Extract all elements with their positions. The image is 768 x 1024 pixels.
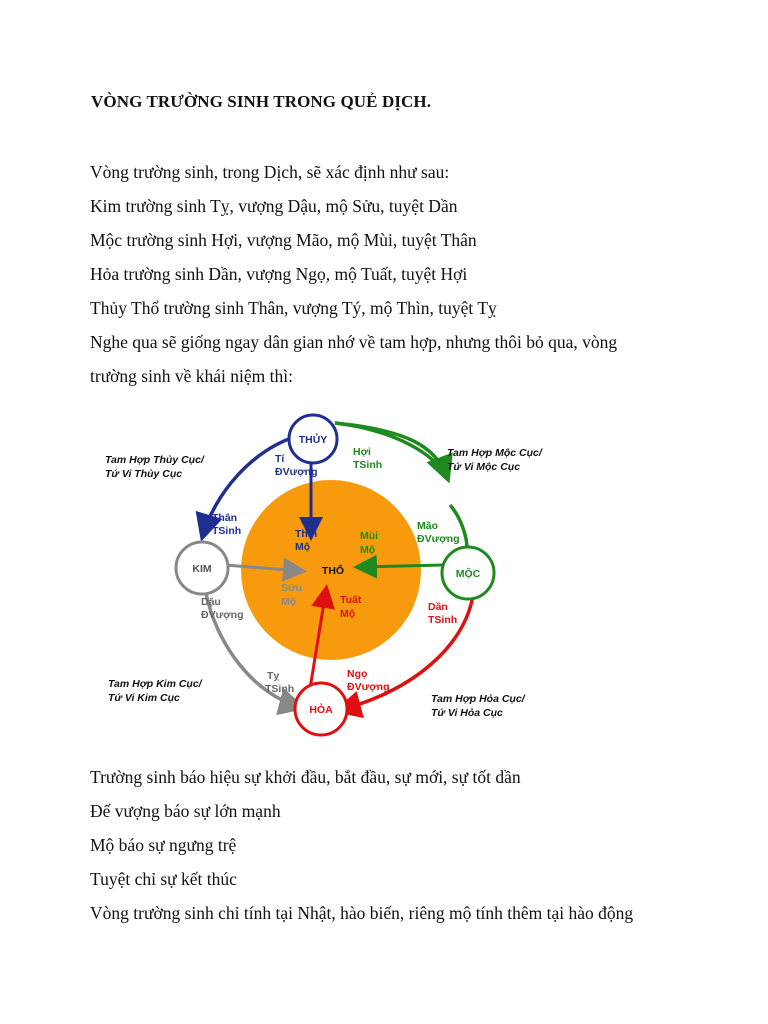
arc-moc-down <box>335 423 447 477</box>
text-line: Mộ báo sự ngưng trệ <box>90 835 237 855</box>
label-suu-2: Mộ <box>281 596 297 608</box>
text-line: trường sinh về khái niệm thì: <box>90 366 293 386</box>
outro-paragraph <box>90 760 690 930</box>
label-ngo-2: ĐVượng <box>347 681 390 693</box>
label-tuat-2: Mộ <box>340 608 356 620</box>
label-ty-2: TSinh <box>265 683 295 695</box>
label-than-2: TSinh <box>212 525 242 537</box>
text-line: Trường sinh báo hiệu sự khởi đầu, bắt đầu, sự mới, sự tốt dần <box>90 767 521 787</box>
text-line: Tuyệt chỉ sự kết thúc <box>90 869 237 889</box>
label-mui-2: Mộ <box>360 544 376 556</box>
text-line: Vòng trường sinh, trong Dịch, sẽ xác định như sau: <box>90 162 450 182</box>
label-suu: Sửu <box>281 582 303 594</box>
group-kim-2: Tứ Vi Kim Cục <box>108 692 180 704</box>
truong-sinh-diagram <box>95 405 542 745</box>
label-hoi-2: TSinh <box>353 459 383 471</box>
text-line: Đế vượng báo sự lớn mạnh <box>90 801 281 821</box>
document-title: VÒNG TRƯỜNG SINH TRONG QUẺ DỊCH. <box>91 92 432 111</box>
label-than: Thân <box>212 512 238 524</box>
group-moc-2: Tứ Vi Mộc Cục <box>447 461 521 473</box>
group-moc: Tam Hợp Mộc Cục/ <box>447 447 542 459</box>
node-hoa-label: HỎA <box>309 704 333 716</box>
center-label: THỔ <box>321 565 345 577</box>
label-ti-2: ĐVượng <box>275 466 318 478</box>
node-kim-label: KIM <box>192 563 212 575</box>
node-thuy-label: THỦY <box>298 434 328 446</box>
group-hoa-2: Tứ Vi Hỏa Cục <box>431 707 503 719</box>
label-hoi: Hợi <box>353 446 371 458</box>
label-ngo: Ngọ <box>347 668 368 680</box>
label-thin-2: Mộ <box>295 541 311 553</box>
label-mao-2: ĐVượng <box>417 533 460 545</box>
label-mao: Mão <box>417 520 438 532</box>
arrow-moc-in <box>359 565 443 567</box>
label-ti: Tí <box>275 453 285 465</box>
intro-paragraph <box>90 155 690 393</box>
label-mui: Mùi <box>360 530 379 542</box>
label-thin: Thìn <box>295 528 318 540</box>
text-line: Thủy Thổ trường sinh Thân, vượng Tý, mộ Thìn, tuyệt Tỵ <box>90 298 497 318</box>
group-thuy: Tam Hợp Thủy Cục/ <box>105 454 204 466</box>
text-line: Vòng trường sinh chỉ tính tại Nhật, hào biến, riêng mộ tính thêm tại hào động <box>90 903 634 923</box>
group-kim: Tam Hợp Kim Cục/ <box>108 678 202 690</box>
label-dan: Dần <box>428 601 448 613</box>
text-line: Nghe qua sẽ giống ngay dân gian nhớ về tam hợp, nhưng thôi bỏ qua, vòng <box>90 332 618 352</box>
node-moc-label: MỘC <box>455 568 481 580</box>
text-line: Mộc trường sinh Hợi, vượng Mão, mộ Mùi, tuyệt Thân <box>90 230 477 250</box>
label-ty: Tỵ <box>267 670 280 682</box>
label-dau-2: ĐVượng <box>201 609 244 621</box>
text-line: Hỏa trường sinh Dần, vượng Ngọ, mộ Tuất, tuyệt Hợi <box>90 264 468 284</box>
text-line: Kim trường sinh Tỵ, vượng Dậu, mộ Sửu, tuyệt Dần <box>90 196 458 216</box>
group-thuy-2: Tứ Vi Thủy Cục <box>105 468 183 480</box>
label-dan-2: TSinh <box>428 614 458 626</box>
label-dau: Dậu <box>201 596 221 608</box>
label-tuat: Tuất <box>340 594 362 606</box>
group-hoa: Tam Hợp Hỏa Cục/ <box>431 693 525 705</box>
